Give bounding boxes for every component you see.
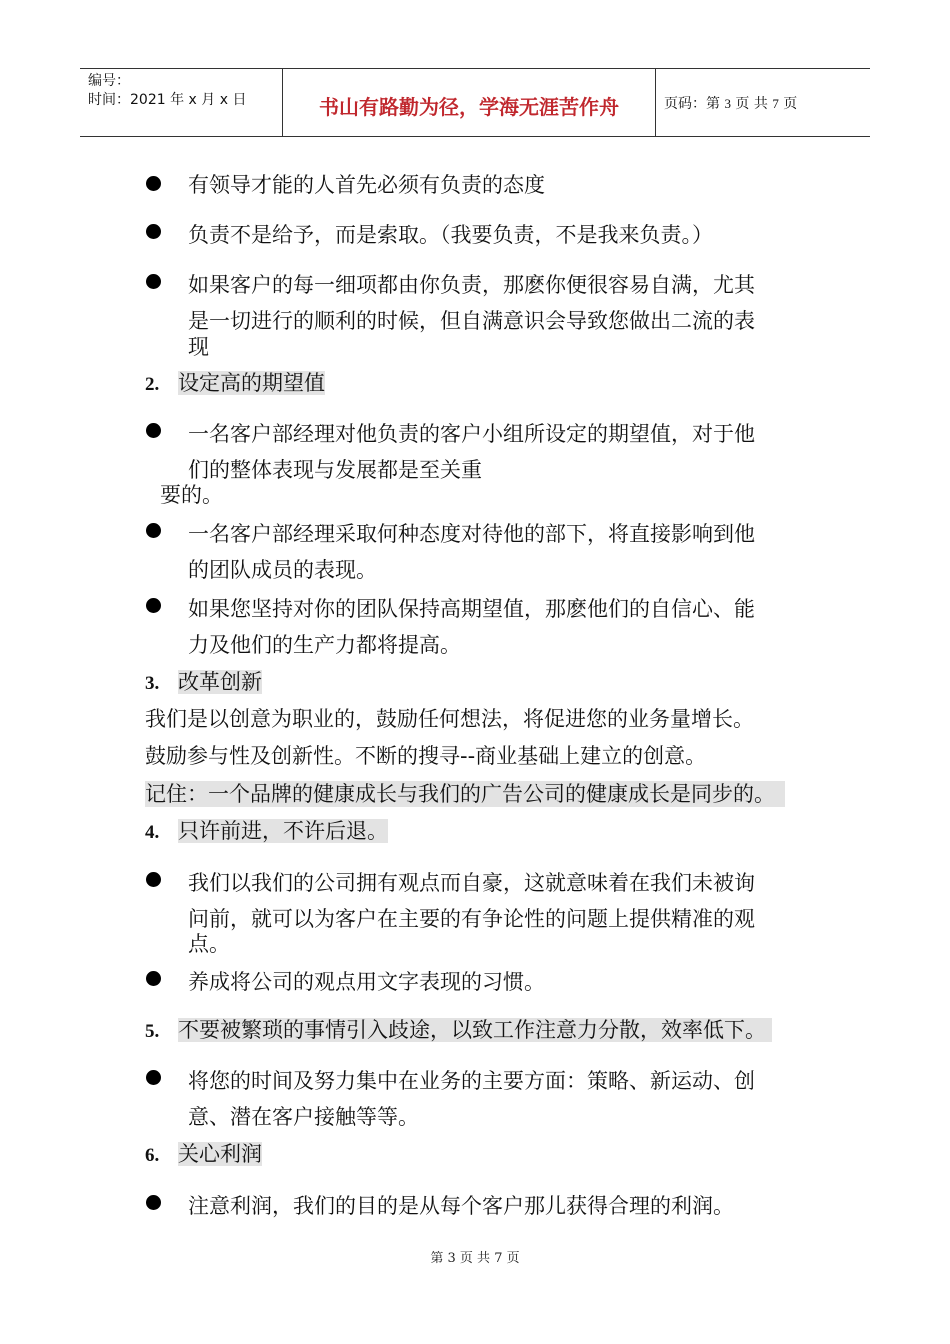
bullet-icon [146, 598, 161, 613]
bullet-icon [146, 1195, 161, 1210]
bullet-text: 的团队成员的表现。 [188, 558, 377, 582]
section-heading-4: 4. 只许前进，不许后退。 [145, 819, 388, 843]
bullet-icon [146, 423, 161, 438]
header-page-number: 页码：第 3 页 共 7 页 [664, 96, 798, 112]
bullet-text: 问前，就可以为客户在主要的有争论性的问题上提供精准的观 [188, 907, 755, 931]
bullet-text: 一名客户部经理对他负责的客户小组所设定的期望值，对于他 [188, 422, 755, 446]
bullet-text: 现 [188, 335, 209, 359]
doc-code-label: 编号： [88, 73, 130, 89]
paragraph-highlight: 记住：一个品牌的健康成长与我们的广告公司的健康成长是同步的。 [145, 781, 785, 807]
bullet-icon [146, 1070, 161, 1085]
bullet-icon [146, 971, 161, 986]
section-heading-6: 6. 关心利润 [145, 1142, 262, 1166]
bullet-text: 注意利润，我们的目的是从每个客户那儿获得合理的利润。 [188, 1194, 734, 1218]
bullet-text: 点。 [188, 932, 230, 956]
doc-date: 时间：2021 年 x 月 x 日 [88, 92, 247, 108]
header-page-cell [656, 69, 870, 136]
bullet-icon [146, 176, 161, 191]
paragraph: 我们是以创意为职业的，鼓励任何想法，将促进您的业务量增长。 [145, 707, 754, 731]
header-info-cell [80, 69, 283, 136]
bullet-text: 养成将公司的观点用文字表现的习惯。 [188, 970, 545, 994]
bullet-text: 们的整体表现与发展都是至关重 [188, 458, 482, 482]
bullet-icon [146, 274, 161, 289]
bullet-text: 有领导才能的人首先必须有负责的态度 [188, 173, 545, 197]
section-heading-2: 2. 设定高的期望值 [145, 371, 325, 395]
bullet-icon [146, 523, 161, 538]
bullet-text: 意、潜在客户接触等等。 [188, 1105, 419, 1129]
motto: 书山有路勤为径，学海无涯苦作舟 [319, 95, 619, 119]
bullet-icon [146, 872, 161, 887]
bullet-text: 是一切进行的顺利的时候，但自满意识会导致您做出二流的表 [188, 309, 755, 333]
bullet-text: 负责不是给予，而是索取。（我要负责，不是我来负责。） [188, 223, 713, 247]
bullet-text: 将您的时间及努力集中在业务的主要方面：策略、新运动、创 [188, 1069, 755, 1093]
bullet-text: 如果您坚持对你的团队保持高期望值，那麽他们的自信心、能 [188, 597, 755, 621]
bullet-icon [146, 224, 161, 239]
page-footer: 第 3 页 共 7 页 [430, 1251, 520, 1266]
page-header [80, 68, 870, 137]
bullet-text: 力及他们的生产力都将提高。 [188, 633, 461, 657]
paragraph: 鼓励参与性及创新性。不断的搜寻--商业基础上建立的创意。 [145, 744, 707, 768]
header-motto-cell [283, 69, 656, 136]
bullet-text: 如果客户的每一细项都由你负责，那麽你便很容易自满，尤其 [188, 273, 755, 297]
section-heading-5: 5. 不要被繁琐的事情引入歧途，以致工作注意力分散，效率低下。 [145, 1017, 772, 1045]
bullet-text: 我们以我们的公司拥有观点而自豪，这就意味着在我们未被询 [188, 871, 755, 895]
bullet-text: 一名客户部经理采取何种态度对待他的部下，将直接影响到他 [188, 522, 755, 546]
bullet-text: 要的。 [160, 483, 223, 507]
section-heading-3: 3. 改革创新 [145, 670, 262, 694]
